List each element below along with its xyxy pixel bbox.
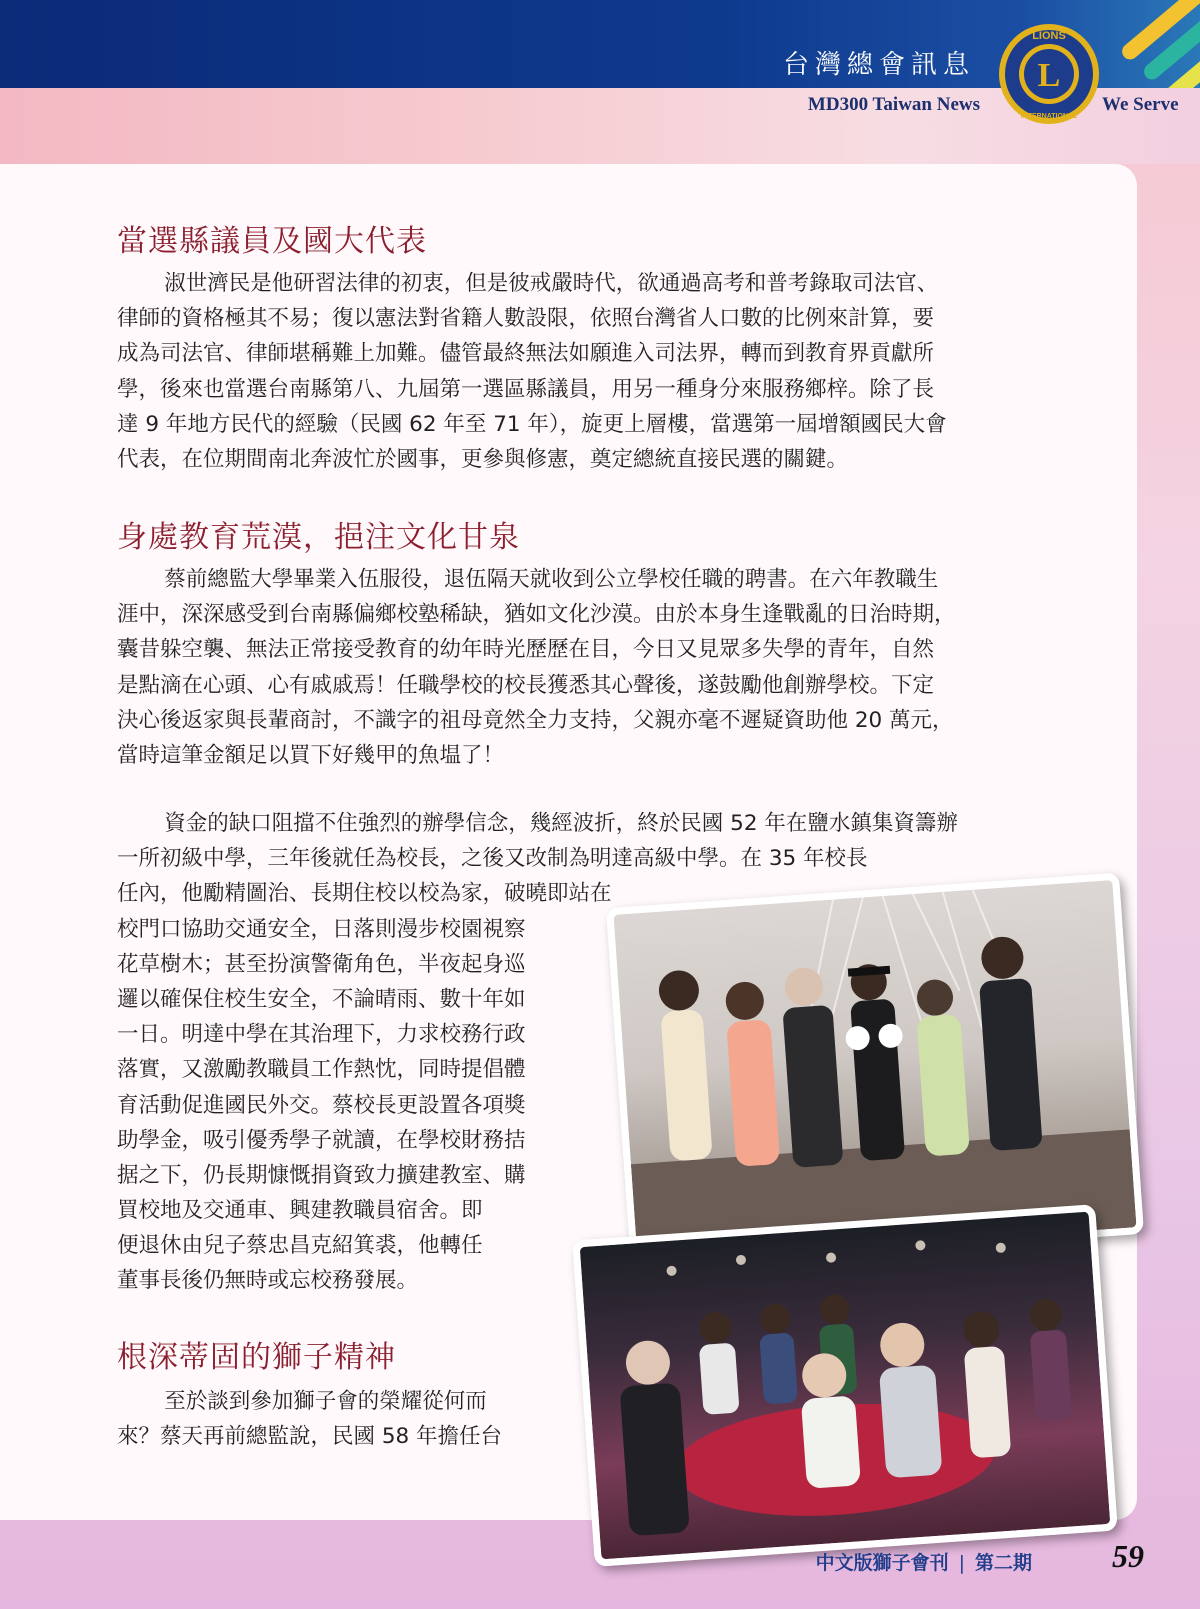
section-heading-lions-spirit: 根深蒂固的獅子精神	[117, 1340, 396, 1375]
text-line: 當時這筆金額足以買下好幾甲的魚塭了！	[117, 742, 505, 768]
section-heading-county-councilor: 當選縣議員及國大代表	[117, 224, 427, 259]
text-line: 邏以確保住校生安全，不論晴雨、數十年如	[117, 986, 526, 1012]
text-line: 任內，他勵精圖治、長期住校以校為家，破曉即站在	[117, 881, 612, 907]
text-line: 校門口協助交通安全，日落則漫步校園視察	[117, 916, 526, 942]
text-line: 律師的資格極其不易；復以憲法對省籍人數設限，依照台灣省人口數的比例來計算，要	[117, 306, 935, 332]
text-line: 決心後返家與長輩商討，不識字的祖母竟然全力支持，父親亦毫不遲疑資助他 20 萬元，	[117, 707, 954, 733]
text-line: 助學金，吸引優秀學子就讀，在學校財務拮	[117, 1127, 526, 1153]
logo-top-text: LIONS	[1032, 30, 1066, 42]
banquet-group-photo	[572, 1204, 1118, 1567]
footer-separator: |	[958, 1552, 965, 1574]
text-line: 落實，又激勵教職員工作熱忱，同時提倡體	[117, 1057, 526, 1083]
text-line: 囊昔躲空襲、無法正常接受教育的幼年時光歷歷在目，今日又見眾多失學的青年，自然	[117, 637, 935, 663]
page-number: 59	[1112, 1538, 1144, 1574]
section-paragraph-2	[117, 562, 1082, 773]
text-line: 董事長後仍無時或忘校務發展。	[117, 1268, 419, 1294]
issue-number: 第二期	[974, 1552, 1032, 1574]
text-line: 成為司法官、律師堪稱難上加難。儘管最終無法如願進入司法界，轉而到教育界貢獻所	[117, 341, 935, 367]
photo-banquet-table	[580, 1212, 1111, 1560]
lions-international-logo	[997, 22, 1101, 126]
text-line: 据之下，仍長期慷慨捐資致力擴建教室、購	[117, 1162, 526, 1188]
text-line: 來？蔡天再前總監說，民國 58 年擔任台	[117, 1424, 503, 1450]
photo-graduation-family	[613, 880, 1136, 1262]
text-line: 涯中，深深感受到台南縣偏鄉校塾稀缺，猶如文化沙漠。由於本身生逢戰亂的日治時期，	[117, 602, 956, 628]
text-line: 達 9 年地方民代的經驗（民國 62 年至 71 年），旋更上層樓，當選第一屆增額國民大會	[117, 411, 947, 437]
text-line: 一日。明達中學在其治理下，力求校務行政	[117, 1022, 526, 1048]
text-line: 蔡前總監大學畢業入伍服役，退伍隔天就收到公立學校任職的聘書。在六年教職生	[164, 567, 939, 592]
logo-letter: L	[1037, 57, 1061, 94]
text-line: 代表，在位期間南北奔波忙於國事，更參與修憲，奠定總統直接民選的關鍵。	[117, 446, 849, 472]
text-line: 一所初級中學，三年後就任為校長，之後又改制為明達高級中學。在 35 年校長	[117, 846, 868, 872]
text-line: 便退休由兒子蔡忠昌克紹箕裘，他轉任	[117, 1233, 483, 1259]
logo-bottom-text: INTERNATIONAL	[1020, 113, 1078, 120]
publication-name: 中文版獅子會刊	[815, 1552, 949, 1574]
text-line: 學，後來也當選台南縣第八、九屆第一選區縣議員，用另一種身分來服務鄉梓。除了長	[117, 376, 935, 402]
section-heading-education: 身處教育荒漠，挹注文化甘泉	[117, 520, 520, 555]
text-line: 至於談到參加獅子會的榮耀從何而	[164, 1389, 487, 1414]
section-paragraph-1	[117, 266, 1082, 477]
section-paragraph-4	[117, 1384, 577, 1454]
text-line: 買校地及交通車、興建教職員宿舍。即	[117, 1198, 483, 1224]
section-title-zh: 台灣總會訊息	[782, 50, 975, 80]
footer-publication	[816, 1548, 1032, 1575]
text-line: 是點滴在心頭、心有戚戚焉！任職學校的校長獲悉其心聲後，遂鼓勵他創辦學校。下定	[117, 672, 935, 698]
text-line: 育活動促進國民外交。蔡校長更設置各項獎	[117, 1092, 526, 1118]
text-line: 資金的缺口阻擋不住強烈的辦學信念，幾經波折，終於民國 52 年在鹽水鎮集資籌辦	[164, 811, 958, 836]
slogan-we-serve: We Serve	[1102, 94, 1179, 115]
text-line: 花草樹木；甚至扮演警衛角色，半夜起身巡	[117, 951, 526, 977]
text-line: 淑世濟民是他研習法律的初衷，但是彼戒嚴時代，欲通過高考和普考錄取司法官、	[164, 271, 939, 296]
section-title-en: MD300 Taiwan News	[807, 94, 980, 115]
